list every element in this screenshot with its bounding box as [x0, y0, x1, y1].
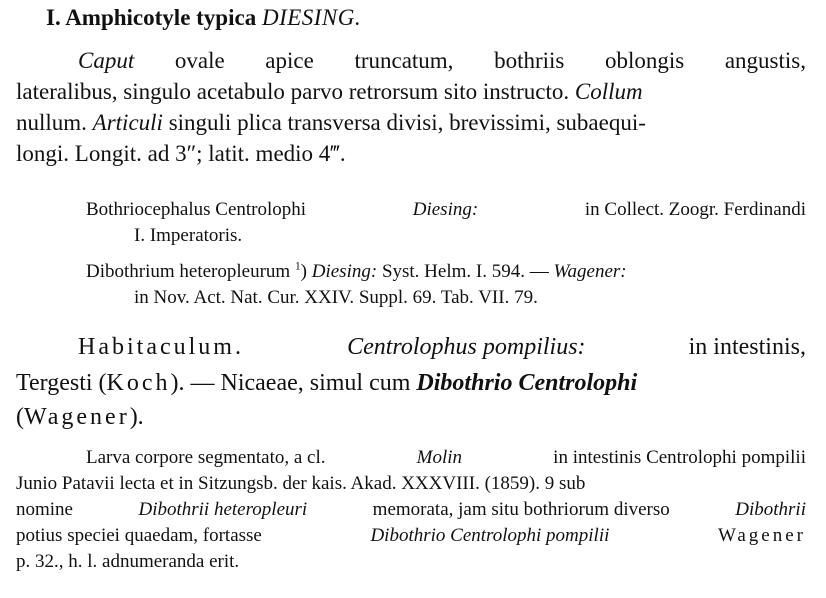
synonym-name	[86, 261, 307, 282]
note-species: Dibothrio Centrolophi pompilii	[370, 525, 610, 546]
synonym-line-4	[134, 285, 538, 311]
note-text: nomine	[16, 499, 73, 520]
synonym-reference: Syst. Helm. I. 594. —	[381, 261, 549, 282]
note-line-1	[86, 445, 806, 471]
description-line-3	[16, 107, 806, 138]
habitat-line-3	[16, 400, 144, 434]
synonym-reference: in Nov. Act. Nat. Cur. XXIV. Suppl. 69. Tab. VII. 79.	[134, 287, 538, 308]
desc-text: lateralibus, singulo acetabulo parvo retrorsum sito instructo.	[16, 79, 570, 104]
synonym-name-text: Dibothrium heteropleurum	[86, 261, 291, 282]
footnote-paren: )	[300, 261, 307, 282]
collector-name: Koch	[106, 370, 171, 396]
desc-italic-term: Articuli	[92, 110, 163, 135]
synonym-name: Bothriocephalus Centrolophi	[86, 199, 307, 220]
footnote-marker: 1	[294, 260, 301, 273]
desc-text: longi. Longit. ad 3″; latit. medio 4‴.	[16, 141, 346, 166]
species-heading	[46, 5, 361, 31]
synonym-line-3	[86, 259, 806, 285]
synonym-author: Wagener:	[553, 261, 627, 282]
habitat-text: ).	[129, 404, 144, 430]
habitat-label: Habitaculum.	[78, 334, 244, 360]
desc-word: oblongis	[604, 48, 685, 73]
synonym-author: Diesing:	[311, 261, 378, 282]
species-author: DIESING.	[261, 5, 362, 30]
related-species: Dibothrio Centrolophi	[416, 370, 638, 396]
note-text: memorata, jam situ bothriorum diverso	[372, 499, 670, 520]
desc-word: Caput	[78, 48, 135, 73]
species-name: Amphicotyle typica	[65, 5, 257, 30]
note-author: Wagener	[717, 525, 806, 546]
note-author: Molin	[416, 447, 463, 468]
synonym-line-1	[86, 197, 806, 223]
desc-text: nullum.	[16, 110, 87, 135]
desc-italic-term: Collum	[574, 79, 643, 104]
synonym-reference: in Collect. Zoogr. Ferdinandi	[584, 199, 806, 220]
collector-name: Wagener	[24, 404, 130, 430]
desc-word: ovale	[174, 48, 225, 73]
habitat-text: (	[16, 404, 24, 430]
habitat-line-1	[78, 330, 806, 364]
desc-word: truncatum,	[354, 48, 454, 73]
note-text: potius speciei quaedam, fortasse	[16, 525, 262, 546]
note-line-2	[16, 471, 806, 497]
description-line-4	[16, 138, 806, 169]
synonym-line-2	[134, 223, 242, 249]
note-line-4	[16, 523, 806, 549]
note-text: in intestinis Centrolophi pompilii	[553, 447, 806, 468]
habitat-text: ). — Nicaeae, simul cum	[170, 370, 411, 396]
note-text: Junio Patavii lecta et in Sitzungsb. der kais. Akad. XXXVIII. (1859). 9 sub	[16, 473, 586, 494]
habitat-line-2	[16, 366, 806, 400]
host-species: Centrolophus pompilius:	[347, 334, 586, 360]
desc-word: bothriis	[494, 48, 565, 73]
note-line-3	[16, 497, 806, 523]
habitat-text: Tergesti (	[16, 370, 107, 396]
desc-word: angustis,	[724, 48, 806, 73]
note-text: p. 32., h. l. adnumeranda erit.	[16, 551, 240, 572]
desc-text: singuli plica transversa divisi, brevissimi, subaequi-	[168, 110, 646, 135]
desc-word: apice	[265, 48, 314, 73]
description-line-1	[78, 45, 806, 76]
note-text: Larva corpore segmentato, a cl.	[86, 447, 326, 468]
heading-number: I.	[46, 5, 61, 30]
synonym-reference: I. Imperatoris.	[134, 225, 243, 246]
synonym-author: Diesing:	[412, 199, 479, 220]
note-species: Dibothrii heteropleuri	[138, 499, 308, 520]
description-line-2	[16, 76, 806, 107]
note-species: Dibothrii	[735, 499, 806, 520]
note-line-5	[16, 549, 239, 575]
habitat-text: in intestinis,	[688, 334, 806, 360]
